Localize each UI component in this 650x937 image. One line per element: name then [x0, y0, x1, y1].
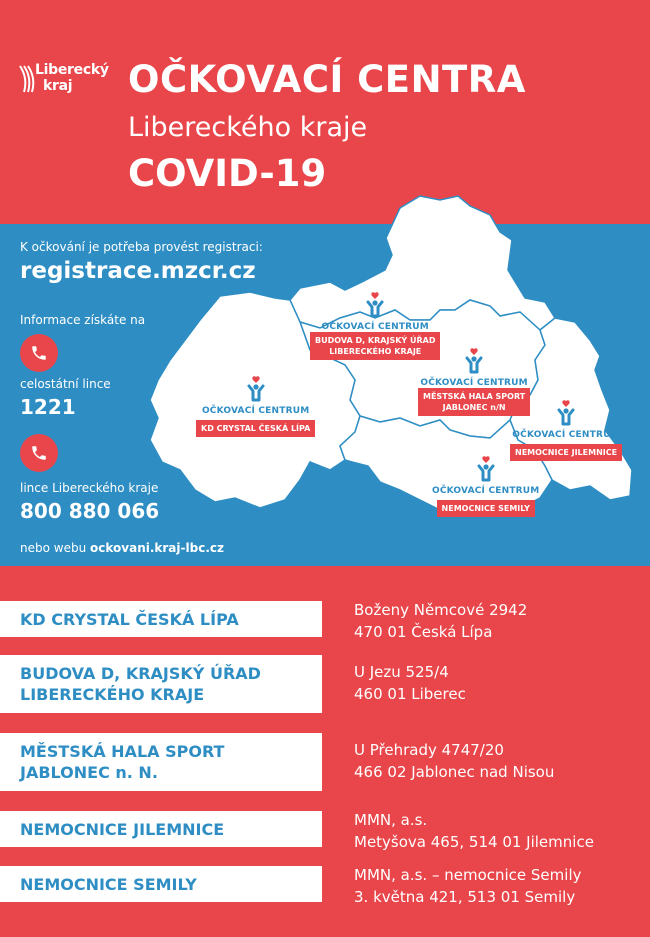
- regional-line-label: lince Libereckého kraje: [20, 481, 159, 495]
- center-name: [0, 733, 322, 791]
- center-name: [0, 601, 322, 637]
- center-address: [354, 599, 527, 643]
- covid-title: COVID-19: [128, 152, 327, 195]
- national-line-label: celostátní lince: [20, 377, 111, 391]
- center-name-line: JABLONEC n. N.: [20, 763, 158, 782]
- center-address: [354, 661, 466, 705]
- map-pin-title: OČKOVACÍ CENTRUM: [321, 322, 429, 332]
- map-pin-label-line: KD CRYSTAL ČESKÁ LÍPA: [201, 424, 311, 433]
- map-pin: [196, 376, 315, 437]
- page-title: OČKOVACÍ CENTRA: [128, 58, 526, 101]
- map-pin-title: OČKOVACÍ CENTRUM: [420, 378, 528, 388]
- map-pin-label-line: LIBERECKÉHO KRAJE: [329, 347, 422, 356]
- center-name-line: KD CRYSTAL ČESKÁ LÍPA: [20, 609, 239, 629]
- center-address-line: U Jezu 525/4: [354, 663, 449, 681]
- center-address-line: MMN, a.s. – nemocnice Semily: [354, 866, 582, 884]
- center-name-line: NEMOCNICE JILEMNICE: [20, 819, 225, 839]
- phone-icon: [20, 334, 58, 372]
- phone-icon: [20, 434, 58, 472]
- registration-link[interactable]: registrace.mzcr.cz: [20, 258, 256, 284]
- center-address-line: U Přehrady 4747/20: [354, 741, 504, 759]
- center-name-line: NEMOCNICE SEMILY: [20, 874, 197, 894]
- center-address: [354, 809, 594, 853]
- web-prefix: nebo webu: [20, 541, 87, 555]
- vaccination-person-icon: [555, 400, 577, 426]
- logo-line-2: kraj: [43, 78, 73, 94]
- map-pin-label-line: JABLONEC n/N: [442, 403, 506, 412]
- page-subtitle: Libereckého kraje: [128, 112, 368, 143]
- vaccination-person-icon: [245, 376, 267, 402]
- center-name: [0, 655, 322, 713]
- center-address: [354, 739, 554, 783]
- center-address: [354, 864, 581, 908]
- center-address-line: 470 01 Česká Lípa: [354, 623, 493, 641]
- center-address-line: MMN, a.s.: [354, 811, 428, 829]
- map-pin-label-line: MĚSTSKÁ HALA SPORT: [423, 392, 526, 401]
- center-name-line: MĚSTSKÁ HALA SPORT: [20, 742, 225, 761]
- map-pin: [432, 456, 539, 517]
- registration-note: K očkování je potřeba provést registraci:: [20, 240, 263, 254]
- map-pin-title: OČKOVACÍ CENTRUM: [512, 430, 620, 440]
- center-name: [0, 811, 322, 847]
- regional-line-number[interactable]: 800 880 066: [20, 499, 160, 523]
- center-name-line: LIBERECKÉHO KRAJE: [20, 685, 205, 704]
- map-pin-label: [196, 420, 315, 437]
- web-link[interactable]: ockovani.kraj-lbc.cz: [90, 541, 224, 555]
- web-line: [20, 541, 224, 555]
- center-name-line: BUDOVA D, KRAJSKÝ ÚŘAD: [20, 664, 261, 683]
- vaccination-person-icon: [475, 456, 497, 482]
- vaccination-person-icon: [463, 348, 485, 374]
- national-line-number[interactable]: 1221: [20, 395, 76, 419]
- center-address-line: 466 02 Jablonec nad Nisou: [354, 763, 555, 781]
- map-pin-label-line: NEMOCNICE SEMILY: [441, 504, 530, 513]
- logo-line-1: Liberecký: [35, 62, 109, 78]
- map-pin-title: OČKOVACÍ CENTRUM: [432, 486, 540, 496]
- center-name: [0, 866, 322, 902]
- vaccination-person-icon: [364, 292, 386, 318]
- map-pin-label-line: NEMOCNICE JILEMNICE: [515, 448, 618, 457]
- info-note: Informace získáte na: [20, 313, 146, 327]
- center-address-line: 3. května 421, 513 01 Semily: [354, 888, 576, 906]
- center-address-line: Boženy Němcové 2942: [354, 601, 528, 619]
- map-pin-label-line: BUDOVA D, KRAJSKÝ ÚŘAD: [315, 336, 436, 345]
- map-pin-label: [437, 500, 535, 517]
- map-pin-title: OČKOVACÍ CENTRUM: [201, 406, 310, 416]
- center-address-line: Metyšova 465, 514 01 Jilemnice: [354, 833, 594, 851]
- map-pin: [510, 400, 622, 461]
- center-address-line: 460 01 Liberec: [354, 685, 466, 703]
